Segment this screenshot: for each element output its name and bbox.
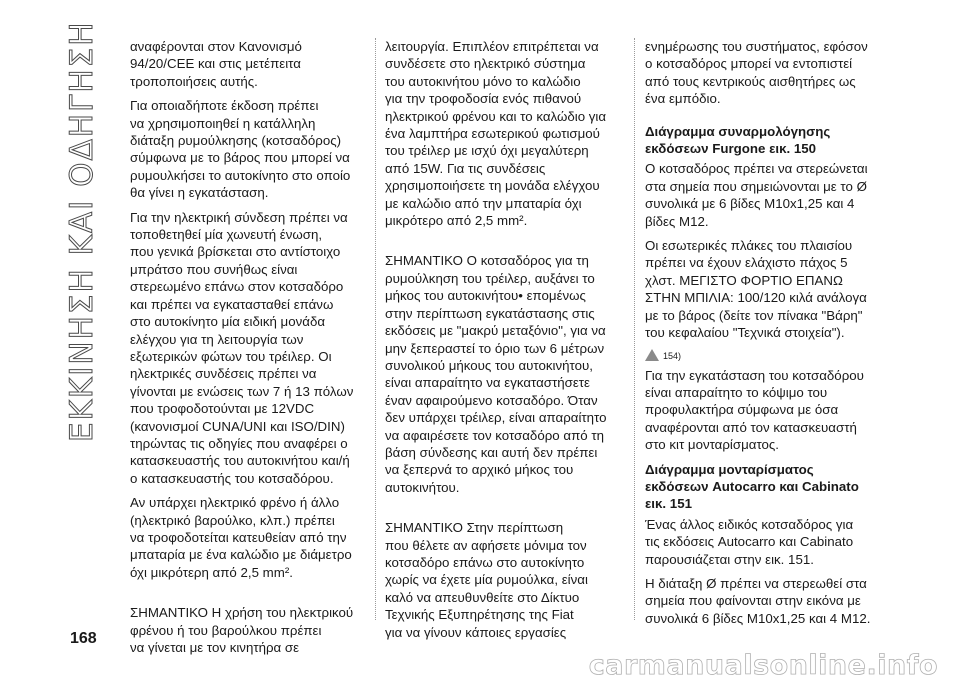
text-column-3 [645,38,870,634]
text-line: αυτοκινήτου. [385,479,460,495]
text-line: συνολικού μήκους του αυτοκινήτου, [385,357,593,373]
text-line: μην ξεπεραστεί το όριο των 6 μέτρων [385,340,605,356]
text-line: ένα εμπόδιο. [645,91,721,107]
text-line: βάση σύνδεσης και αυτή δεν πρέπει [385,444,598,460]
text-line: στο κιτ μονταρίσματος. [645,437,780,453]
column-divider [375,38,377,620]
paragraph [645,237,870,341]
text-line: που θέλετε αν αφήσετε μόνιμα τον [385,537,587,553]
warning-triangle-icon [645,349,659,361]
text-line: ΣΗΜΑΝΤΙΚΟ Ο κοτσαδόρος για τη [385,253,589,269]
text-line: μικρότερο από 2,5 mm². [385,213,528,229]
text-line: όχι μικρότερη από 2,5 mm². [130,564,293,580]
text-line: ενημέρωσης του συστήματος, εφόσον [645,39,868,54]
text-line: Ένας άλλος ειδικός κοτσαδόρος για [645,516,854,532]
text-line: 94/20/CEE και στις μετέπειτα [130,56,301,72]
text-line: ΣΗΜΑΝΤΙΚΟ Η χρήση του ηλεκτρικού [130,605,354,621]
text-line: Οι εσωτερικές πλάκες του πλαισίου [645,238,853,254]
text-line: Αν υπάρχει ηλεκτρικό φρένο ή άλλο [130,495,340,511]
text-line: να ξεπερνά το αρχικό μήκος του [385,462,574,478]
text-line: να χρησιμοποιηθεί η κατάλληλη [130,115,316,131]
text-line: ΣΗΜΑΝΤΙΚΟ Στην περίπτωση [385,520,564,536]
text-line: στερεωμένο επάνω στον κοτσαδόρο [130,279,344,295]
text-line: προφυλακτήρα σύμφωνα με όσα [645,402,839,418]
text-line: ρυμουλκήσει το αυτοκίνητο στο οποίο [130,167,351,183]
text-line: κοτσαδόρο επάνω στο αυτοκίνητο [385,554,585,570]
text-line: Τεχνικής Εξυπηρέτησης της Fiat [385,607,574,623]
text-line: Για την εγκατάσταση του κοτσαδόρου [645,367,864,383]
text-line: από τους κεντρικούς αισθητήρες ως [645,73,856,89]
spacer [385,236,607,252]
text-line: του τρέιλερ με ισχύ όχι μεγαλύτερη [385,143,589,159]
paragraph [645,516,870,568]
text-line: εκδόσεων Furgone εικ. 150 [645,141,817,157]
text-line: μπαταρία με ένα καλώδιο με διάμετρο [130,547,352,563]
text-line: που γενικά βρίσκεται στο αντίστοιχο [130,244,341,260]
text-line: από 15W. Για τις συνδέσεις [385,160,546,176]
paragraph [130,604,353,656]
spacer [645,115,870,123]
text-line: Η διάταξη Ø πρέπει να στερεωθεί στα [645,575,867,591]
text-column-1 [130,38,353,663]
text-line: μήκος του αυτοκινήτου• επομένως [385,288,586,304]
text-line: τροποποιήσεις αυτής. [130,73,258,89]
text-line: του κεφαλαίου "Τεχνικά στοιχεία"). [645,325,845,341]
text-line: ελέγχου για τη λειτουργία των [130,331,304,347]
section-heading [645,123,870,158]
paragraph [130,97,353,201]
text-line: συνδέσετε στο ηλεκτρικό σύστημα [385,56,586,72]
column-divider [634,38,636,620]
warning-reference [645,349,870,363]
text-line: για να γίνουν κάποιες εργασίες [385,624,567,640]
text-line: με το βάρος (δείτε τον πίνακα "Βάρη" [645,307,863,323]
text-line: του αυτοκινήτου μόνο το καλώδιο [385,73,581,89]
text-column-2 [385,38,607,648]
text-line: για την τροφοδοσία ενός πιθανού [385,91,582,107]
text-line: με καλώδιο από την μπαταρία όχι [385,195,582,211]
text-line: να τροφοδοτείται κατευθείαν από την [130,529,347,545]
text-line: Διάγραμμα συναρμολόγησης [645,123,831,139]
text-line: στην περίπτωση εγκατάστασης στις [385,305,595,321]
text-line: που τροφοδοτούνται με 12VDC [130,401,315,417]
text-line: σύμφωνα με το βάρος που μπορεί να [130,150,350,166]
text-line: συνολικά 6 βίδες M10x1,25 και 4 M12. [645,610,871,626]
text-line: να αφαιρέσετε τον κοτσαδόρο από τη [385,427,604,443]
text-line: σημεία που φαίνονται στην εικόνα με [645,593,861,609]
paragraph [645,367,870,454]
text-line: χλστ. ΜΕΓΙΣΤΟ ΦΟΡΤΙΟ ΕΠΑΝΩ [645,272,843,288]
text-line: πρέπει να έχουν ελάχιστο πάχος 5 [645,255,848,271]
text-line: λειτουργία. Επιπλέον επιτρέπεται να [385,39,599,54]
text-line: διάταξη ρυμούλκησης (κοτσαδόρος) [130,133,342,149]
text-line: αναφέρονται από τον κατασκευαστή [645,419,857,435]
paragraph [385,252,607,496]
text-line: συνολικά με 6 βίδες M10x1,25 και 4 [645,196,855,212]
text-line: γίνονται με ενώσεις των 7 ή 13 πόλων [130,383,354,399]
warning-ref-number: 154) [663,350,682,361]
text-line: ΣΤΗΝ ΜΠΙΛΙΑ: 100/120 κιλά ανάλογα [645,290,867,306]
text-line: ηλεκτρικού φρένου και το καλώδιο για [385,108,607,124]
section-heading [645,461,870,513]
text-line: φρένου ή του βαρούλκου πρέπει [130,622,322,638]
text-line: να γίνεται με τον κινητήρα σε [130,640,300,655]
text-line: βίδες M12. [645,213,709,229]
text-line: Για την ηλεκτρική σύνδεση πρέπει να [130,209,348,225]
paragraph [645,575,870,627]
page-number: 168 [70,630,97,647]
text-line: είναι απαραίτητο το κόψιμο του [645,384,828,400]
text-line: (ηλεκτρικό βαρούλκο, κλπ.) πρέπει [130,512,335,528]
text-line: τις εκδόσεις Autocarro και Cabinato [645,534,854,550]
text-line: ηλεκτρικές συνδέσεις πρέπει να [130,366,317,382]
text-line: Ο κοτσαδόρος πρέπει να στερεώνεται [645,161,868,177]
text-line: Για οποιαδήποτε έκδοση πρέπει [130,98,319,114]
text-line: εικ. 151 [645,496,692,512]
paragraph [385,38,607,229]
paragraph [645,38,870,108]
paragraph [130,494,353,581]
text-line: ο κατασκευαστής του κοτσαδόρου. [130,470,334,486]
text-line: και πρέπει να εγκατασταθεί επάνω [130,296,334,312]
text-line: στα σημεία που σημειώνονται με το Ø [645,178,867,194]
text-line: είναι απαραίτητο να εγκαταστήσετε [385,375,590,391]
text-line: καλό να απευθυνθείτε στο Δίκτυο [385,589,580,605]
text-line: στο αυτοκίνητο μία ειδική μονάδα [130,314,326,330]
text-line: κατασκευαστής του αυτοκινήτου και/ή [130,453,350,469]
text-line: χρησιμοποιήσετε τη μονάδα ελέγχου [385,178,600,194]
text-line: ρυμούλκηση του τρέιλερ, αυξάνει το [385,270,595,286]
paragraph [385,519,607,641]
text-line: μπράτσο που συνήθως είναι [130,261,298,277]
text-line: εκδόσεων Autocarro και Cabinato [645,478,859,494]
text-line: εξωτερικών φώτων του τρέιλερ. Οι [130,348,332,364]
text-line: παρουσιάζεται στην εικ. 151. [645,551,814,567]
text-line: ο κοτσαδόρος μπορεί να εντοπιστεί [645,56,853,72]
text-line: Διάγραμμα μονταρίσματος [645,461,814,477]
text-line: έναν αφαιρούμενο κοτσαδόρο. Όταν [385,392,598,408]
watermark: carmanualsonline.info [588,650,938,681]
text-line: ένα λαμπτήρα εσωτερικού φωτισμού [385,126,600,142]
spacer [385,503,607,519]
paragraph [130,209,353,488]
text-line: τοποθετηθεί μία χωνευτή ένωση, [130,227,323,243]
text-line: θα γίνει η εγκατάσταση. [130,185,269,201]
text-line: τηρώντας τις οδηγίες που αναφέρει ο [130,435,348,451]
paragraph [130,38,353,90]
text-line: (κανονισμοί CUNA/UNI και ISO/DIN) [130,418,345,434]
spacer [130,588,353,604]
text-line: εκδόσεις με "μακρύ μεταξόνιο", για να [385,323,606,339]
text-line: δεν υπάρχει τρέιλερ, είναι απαραίτητο [385,410,607,426]
text-line: αναφέρονται στον Κανονισμό [130,39,302,54]
paragraph [645,160,870,230]
section-title: ΕΚΚΙΝΗΣΗ ΚΑΙ ΟΔΗΓΗΣΗ [64,20,100,442]
text-line: χωρίς να έχετε μία ρυμούλκα, είναι [385,572,588,588]
